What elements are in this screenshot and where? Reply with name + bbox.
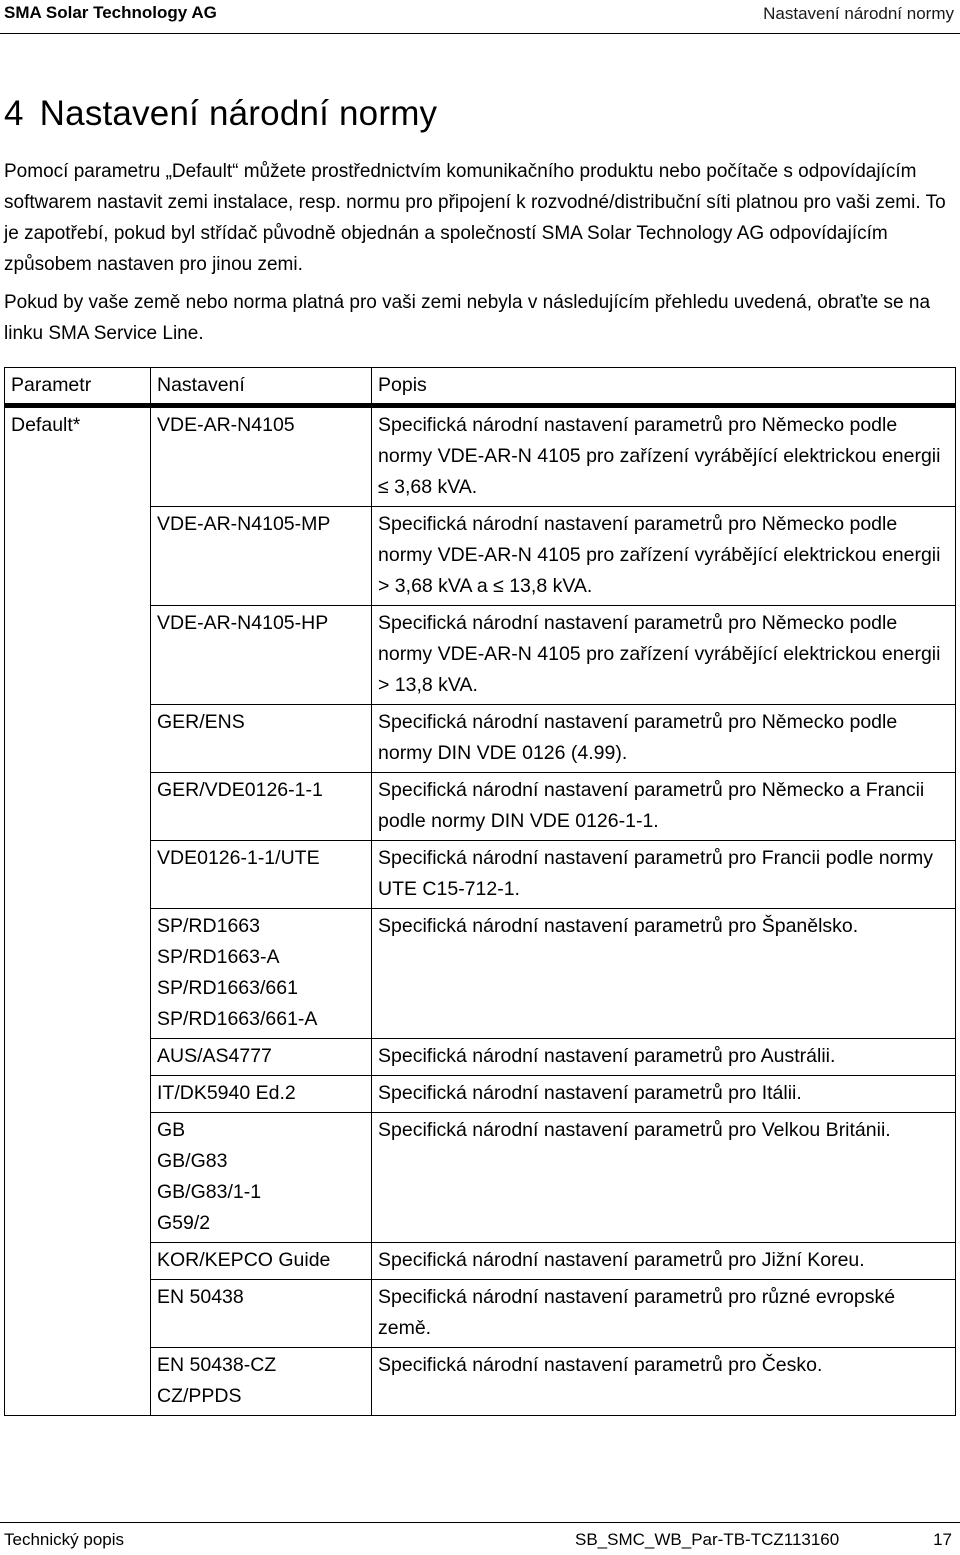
country-standard-table <box>4 367 956 1416</box>
table-row <box>5 406 956 507</box>
parameter-cell <box>5 1113 151 1243</box>
table-row <box>5 705 956 773</box>
setting-cell: EN 50438 <box>151 1280 372 1348</box>
footer-page-number: 17 <box>933 1530 952 1549</box>
setting-cell: EN 50438-CZ CZ/PPDS <box>151 1348 372 1416</box>
column-header-description: Popis <box>372 368 956 406</box>
table-row <box>5 841 956 909</box>
description-cell: Specifická národní nastavení parametrů pro Jižní Koreu. <box>372 1243 956 1280</box>
table-header-row <box>5 368 956 406</box>
setting-cell: GB GB/G83 GB/G83/1-1 G59/2 <box>151 1113 372 1243</box>
section-title: Nastavení národní normy <box>39 94 438 133</box>
table-row <box>5 1076 956 1113</box>
column-header-parameter: Parametr <box>5 368 151 406</box>
setting-cell: IT/DK5940 Ed.2 <box>151 1076 372 1113</box>
parameter-cell <box>5 841 151 909</box>
description-cell: Specifická národní nastavení parametrů pro Itálii. <box>372 1076 956 1113</box>
header-divider <box>0 33 960 34</box>
parameter-cell <box>5 606 151 705</box>
description-cell: Specifická národní nastavení parametrů pro Německo podle normy VDE-AR-N 4105 pro zařízení vyrábějící elektrickou energii > 3,68 kVA a ≤ 13,8 kVA. <box>372 507 956 606</box>
setting-cell: AUS/AS4777 <box>151 1039 372 1076</box>
table-row <box>5 773 956 841</box>
parameter-cell <box>5 1348 151 1416</box>
description-cell: Specifická národní nastavení parametrů pro Česko. <box>372 1348 956 1416</box>
parameter-cell <box>5 1243 151 1280</box>
parameter-cell <box>5 1076 151 1113</box>
table-body <box>5 406 956 1416</box>
parameter-cell <box>5 1280 151 1348</box>
table-row <box>5 909 956 1039</box>
header-section: Nastavení národní normy <box>763 4 954 23</box>
description-cell: Specifická národní nastavení parametrů pro Francii podle normy UTE C15-712-1. <box>372 841 956 909</box>
parameter-cell <box>5 1039 151 1076</box>
description-cell: Specifická národní nastavení parametrů pro Německo a Francii podle normy DIN VDE 0126-1-1. <box>372 773 956 841</box>
description-cell: Specifická národní nastavení parametrů pro Velkou Británii. <box>372 1113 956 1243</box>
section-number: 4 <box>4 94 24 133</box>
setting-cell: KOR/KEPCO Guide <box>151 1243 372 1280</box>
description-cell: Specifická národní nastavení parametrů pro Německo podle normy VDE-AR-N 4105 pro zařízení vyrábějící elektrickou energii ≤ 3,68 kVA. <box>372 406 956 507</box>
setting-cell: GER/VDE0126-1-1 <box>151 773 372 841</box>
intro-paragraph: Pomocí parametru „Default“ můžete prostřednictvím komunikačního produktu nebo počítače s odpovídajícím softwarem nastavit zemi instalace, resp. normu pro připojení k rozvodné/distribuční síti platnou pro vaši zemi. To je zapotřebí, pokud byl střídač původně objednán a společností SMA Solar Technology AG odpovídajícím způsobem nastaven pro jinou zemi. <box>4 161 946 275</box>
parameter-cell <box>5 705 151 773</box>
setting-cell: VDE-AR-N4105-MP <box>151 507 372 606</box>
setting-cell: VDE0126-1-1/UTE <box>151 841 372 909</box>
description-cell: Specifická národní nastavení parametrů pro Austrálii. <box>372 1039 956 1076</box>
table-row <box>5 1280 956 1348</box>
description-cell: Specifická národní nastavení parametrů pro Španělsko. <box>372 909 956 1039</box>
footer-doc-type: Technický popis <box>4 1530 125 1549</box>
footer-doc-id: SB_SMC_WB_Par-TB-TCZ113160 <box>575 1530 840 1549</box>
description-cell: Specifická národní nastavení parametrů pro různé evropské země. <box>372 1280 956 1348</box>
description-cell: Specifická národní nastavení parametrů pro Německo podle normy VDE-AR-N 4105 pro zařízení vyrábějící elektrickou energii > 13,8 kVA. <box>372 606 956 705</box>
header-company: SMA Solar Technology AG <box>4 3 217 22</box>
parameter-cell <box>5 909 151 1039</box>
setting-cell: SP/RD1663 SP/RD1663-A SP/RD1663/661 SP/RD1663/661-A <box>151 909 372 1039</box>
table-row <box>5 1039 956 1076</box>
table-row <box>5 1113 956 1243</box>
parameter-cell <box>5 507 151 606</box>
parameter-cell <box>5 773 151 841</box>
setting-cell: VDE-AR-N4105-HP <box>151 606 372 705</box>
footer-divider <box>0 1522 960 1523</box>
setting-cell: VDE-AR-N4105 <box>151 406 372 507</box>
table-row <box>5 606 956 705</box>
table-row <box>5 507 956 606</box>
table-row <box>5 1348 956 1416</box>
table-row <box>5 1243 956 1280</box>
setting-cell: GER/ENS <box>151 705 372 773</box>
parameter-cell: Default* <box>5 406 151 507</box>
service-paragraph: Pokud by vaše země nebo norma platná pro vaši zemi nebyla v následujícím přehledu uvedená, obraťte se na linku SMA Service Line. <box>4 292 931 344</box>
page-title <box>4 94 437 134</box>
column-header-setting: Nastavení <box>151 368 372 406</box>
description-cell: Specifická národní nastavení parametrů pro Německo podle normy DIN VDE 0126 (4.99). <box>372 705 956 773</box>
